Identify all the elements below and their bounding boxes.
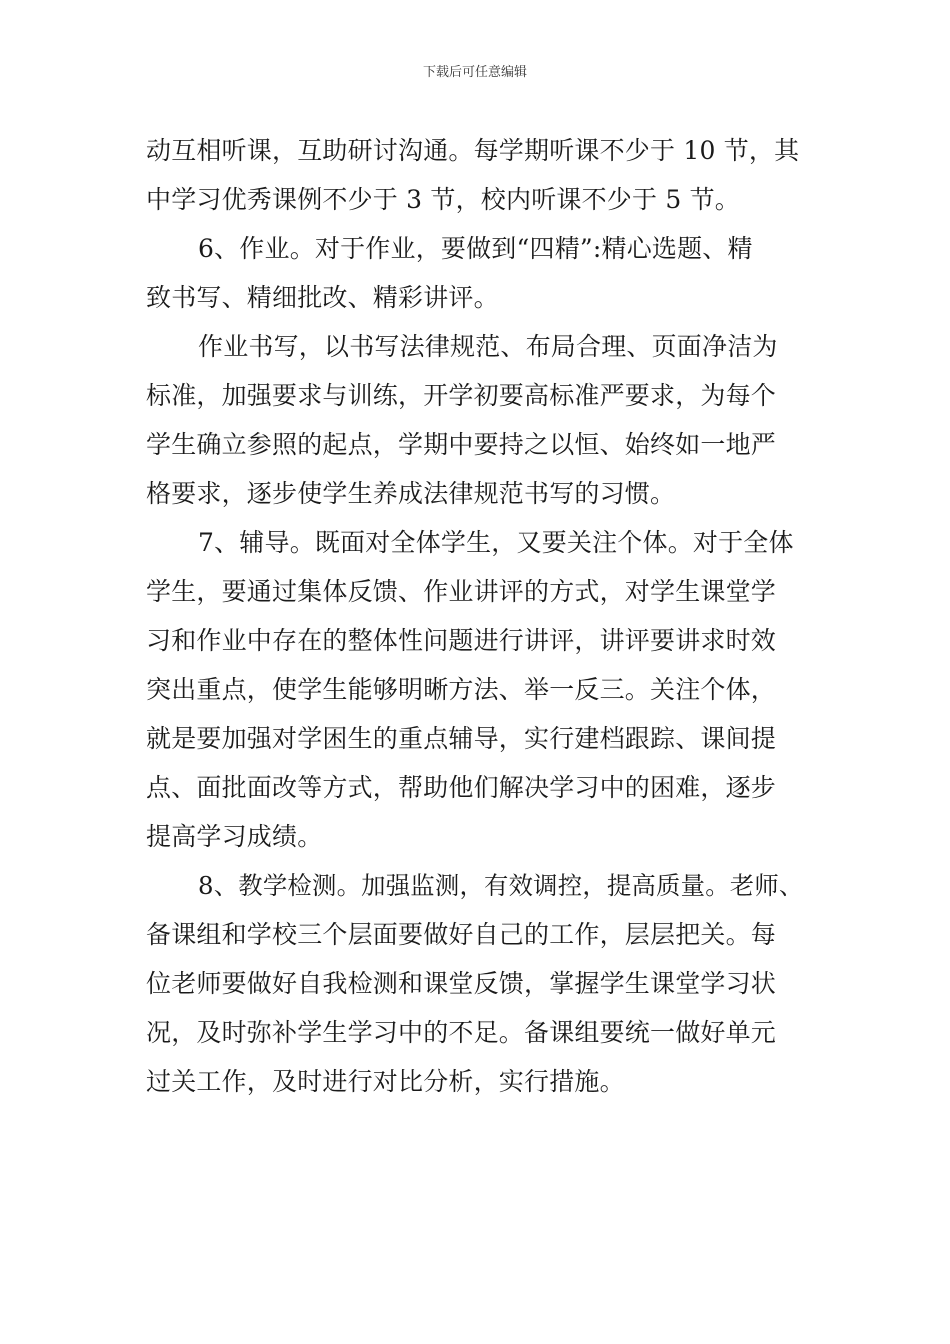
document-body (146, 126, 806, 1106)
text-line: 动互相听课，互助研讨沟通。每学期听课不少于 10 节，其 (146, 136, 800, 165)
paragraph-start-line: 7、辅导。既面对全体学生，又要关注个体。对于全体 (198, 528, 794, 557)
text-line: 突出重点，使学生能够明晰方法、举一反三。关注个体， (146, 675, 777, 704)
text-line: 致书写、精细批改、精彩讲评。 (146, 283, 499, 312)
text-line: 格要求，逐步使学生养成法律规范书写的习惯。 (146, 479, 676, 508)
page-header: 下载后可任意编辑 (422, 65, 527, 80)
text-line: 备课组和学校三个层面要做好自己的工作，层层把关。每 (146, 920, 777, 949)
paragraph-start-line: 作业书写，以书写法律规范、布局合理、页面净洁为 (198, 332, 778, 361)
text-line: 提高学习成绩。 (146, 822, 323, 851)
paragraph-start-line: 6、作业。对于作业，要做到“四精”:精心选题、精 (198, 234, 753, 263)
text-line: 标准，加强要求与训练，开学初要高标准严要求，为每个 (146, 381, 777, 410)
text-line: 位老师要做好自我检测和课堂反馈，掌握学生课堂学习状 (146, 969, 777, 998)
paragraph-start-line: 8、教学检测。加强监测，有效调控，提高质量。老师、 (198, 871, 804, 900)
text-line: 学生，要通过集体反馈、作业讲评的方式，对学生课堂学 (146, 577, 777, 606)
text-line: 中学习优秀课例不少于 3 节，校内听课不少于 5 节。 (146, 185, 741, 214)
text-line: 过关工作，及时进行对比分析，实行措施。 (146, 1067, 625, 1096)
text-line: 点、面批面改等方式，帮助他们解决学习中的困难，逐步 (146, 773, 777, 802)
text-line: 学生确立参照的起点，学期中要持之以恒、始终如一地严 (146, 430, 777, 459)
text-line: 习和作业中存在的整体性问题进行讲评，讲评要讲求时效 (146, 626, 777, 655)
text-line: 况，及时弥补学生学习中的不足。备课组要统一做好单元 (146, 1018, 777, 1047)
text-line: 就是要加强对学困生的重点辅导，实行建档跟踪、课间提 (146, 724, 777, 753)
